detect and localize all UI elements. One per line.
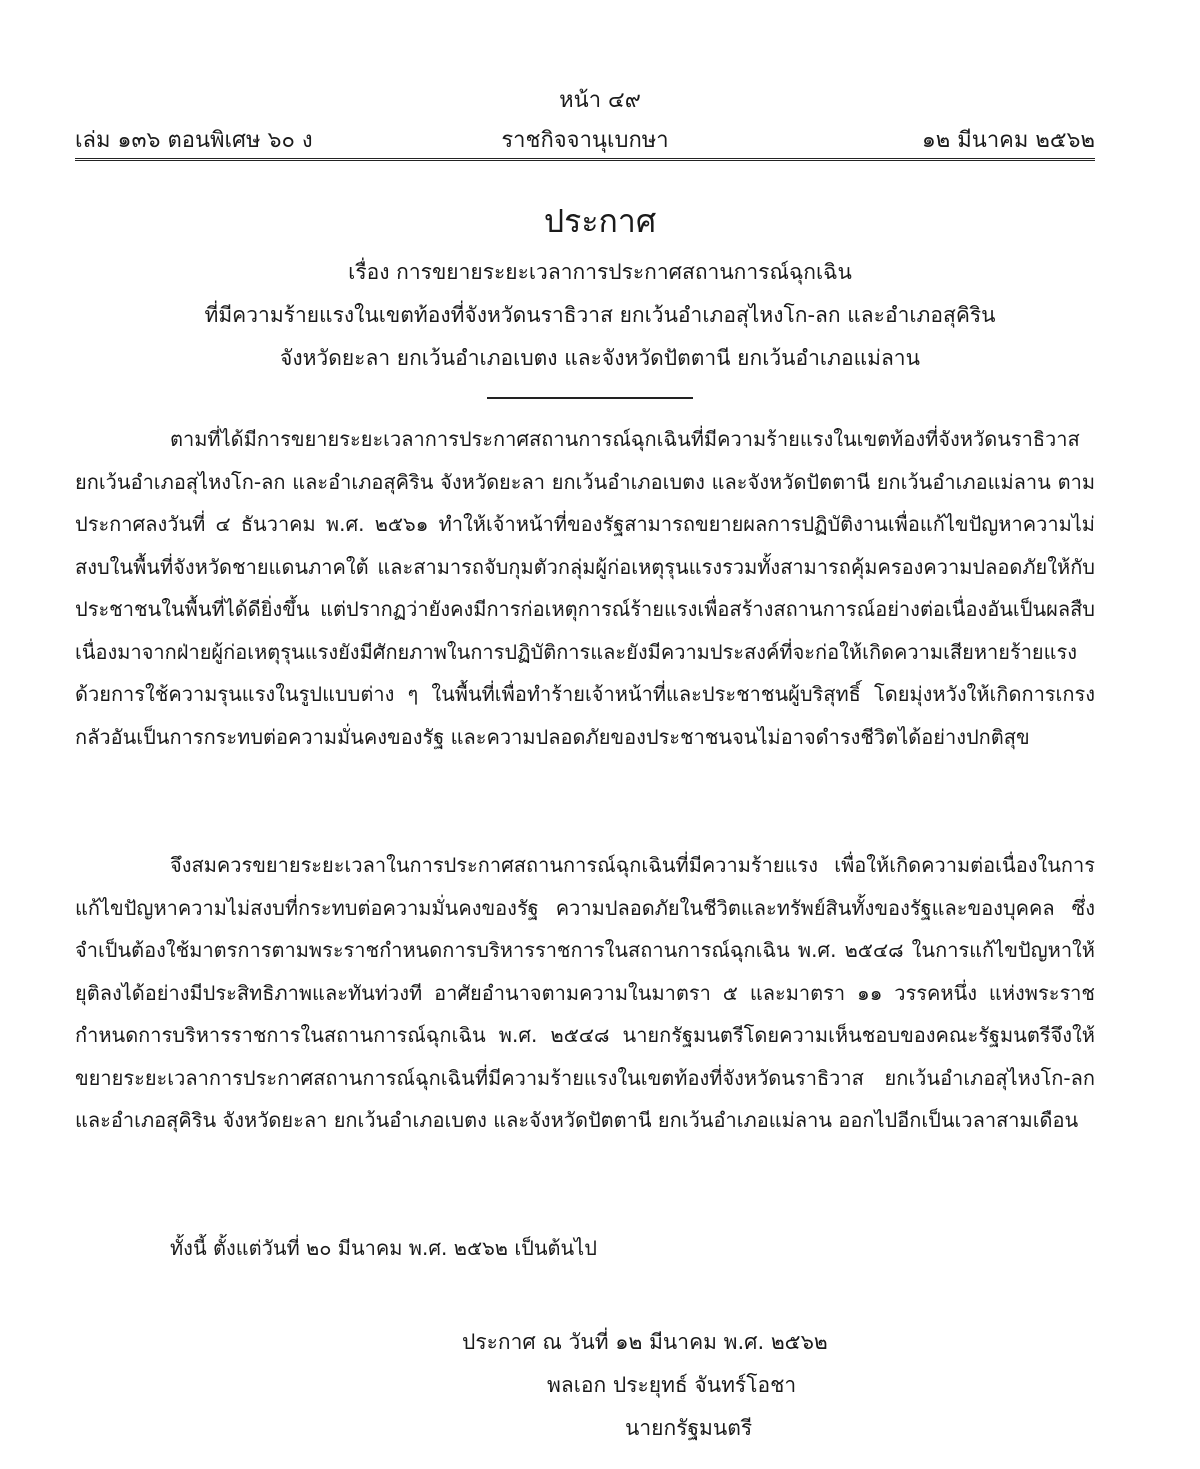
subject-line-3: จังหวัดยะลา ยกเว้นอำเภอเบตง และจังหวัดปัตตานี ยกเว้นอำเภอแม่ลาน [280, 346, 920, 370]
subject-line-1: เรื่อง การขยายระยะเวลาการประกาศสถานการณ์ฉุกเฉิน [348, 260, 852, 284]
page-number: หน้า ๔๙ [559, 88, 641, 113]
gazette-name: ราชกิจจานุเบกษา [501, 128, 669, 153]
signer-name: พลเอก ประยุทธ์ จันทร์โอชา [547, 1373, 797, 1397]
gazette-date: ๑๒ มีนาคม ๒๕๖๒ [921, 128, 1095, 153]
subject-line-2: ที่มีความร้ายแรงในเขตท้องที่จังหวัดนราธิวาส ยกเว้นอำเภอสุไหงโก-ลก และอำเภอสุคิริน [204, 303, 996, 327]
announced-date: ประกาศ ณ วันที่ ๑๒ มีนาคม พ.ศ. ๒๕๖๒ [462, 1330, 828, 1354]
gazette-header [75, 122, 1095, 158]
body-paragraph-3: ทั้งนี้ ตั้งแต่วันที่ ๒๐ มีนาคม พ.ศ. ๒๕๖๒ เป็นต้นไป [170, 1236, 597, 1260]
header-rule [75, 158, 1095, 161]
body-paragraph-2: จึงสมควรขยายระยะเวลาในการประกาศสถานการณ์ฉุกเฉินที่มีความร้ายแรง เพื่อให้เกิดความต่อเนื่องในการแก้ไขปัญหาความไม่สงบที่กระทบต่อความมั่นคงของรัฐ ความปลอดภัยในชีวิตและทรัพย์สินทั้งของรัฐและของบุคคล ซึ่งจำเป็นต้องใช้มาตรการตามพระราชกำหนดการบริหารราชการในสถานการณ์ฉุกเฉิน พ.ศ. ๒๕๔๘ ในการแก้ไขปัญหาให้ยุติลงได้อย่างมีประสิทธิภาพและทันท่วงที อาศัยอำนาจตามความในมาตรา ๕ และมาตรา ๑๑ วรรคหนึ่ง แห่งพระราชกำหนดการบริหารราชการในสถานการณ์ฉุกเฉิน พ.ศ. ๒๕๔๘ นายกรัฐมนตรีโดยความเห็นชอบของคณะรัฐมนตรีจึงให้ขยายระยะเวลาการประกาศสถานการณ์ฉุกเฉินที่มีความร้ายแรงในเขตท้องที่จังหวัดนราธิวาส ยกเว้นอำเภอสุไหงโก-ลก และอำเภอสุคิริน จังหวัดยะลา ยกเว้นอำเภอเบตง และจังหวัดปัตตานี ยกเว้นอำเภอแม่ลาน ออกไปอีกเป็นเวลาสามเดือน [75, 853, 1095, 1132]
announcement-title: ประกาศ [543, 202, 657, 240]
title-divider [487, 397, 693, 399]
volume-info: เล่ม ๑๓๖ ตอนพิเศษ ๖๐ ง [75, 128, 313, 153]
signer-title: นายกรัฐมนตรี [625, 1416, 753, 1440]
body-paragraph-1: ตามที่ได้มีการขยายระยะเวลาการประกาศสถานการณ์ฉุกเฉินที่มีความร้ายแรงในเขตท้องที่จังหวัดนราธิวาส ยกเว้นอำเภอสุไหงโก-ลก และอำเภอสุคิริน จังหวัดยะลา ยกเว้นอำเภอเบตง และจังหวัดปัตตานี ยกเว้นอำเภอแม่ลาน ตามประกาศลงวันที่ ๔ ธันวาคม พ.ศ. ๒๕๖๑ ทำให้เจ้าหน้าที่ของรัฐสามารถขยายผลการปฏิบัติงานเพื่อแก้ไขปัญหาความไม่สงบในพื้นที่จังหวัดชายแดนภาคใต้ และสามารถจับกุมตัวกลุ่มผู้ก่อเหตุรุนแรงรวมทั้งสามารถคุ้มครองความปลอดภัยให้กับประชาชนในพื้นที่ได้ดียิ่งขึ้น แต่ปรากฏว่ายังคงมีการก่อเหตุการณ์ร้ายแรงเพื่อสร้างสถานการณ์อย่างต่อเนื่องอันเป็นผลสืบเนื่องมาจากฝ่ายผู้ก่อเหตุรุนแรงยังมีศักยภาพในการปฏิบัติการและยังมีความประสงค์ที่จะก่อให้เกิดความเสียหายร้ายแรงด้วยการใช้ความรุนแรงในรูปแบบต่าง ๆ ในพื้นที่เพื่อทำร้ายเจ้าหน้าที่และประชาชนผู้บริสุทธิ์ โดยมุ่งหวังให้เกิดการเกรงกลัวอันเป็นการกระทบต่อความมั่นคงของรัฐ และความปลอดภัยของประชาชนจนไม่อาจดำรงชีวิตได้อย่างปกติสุข [75, 427, 1095, 749]
